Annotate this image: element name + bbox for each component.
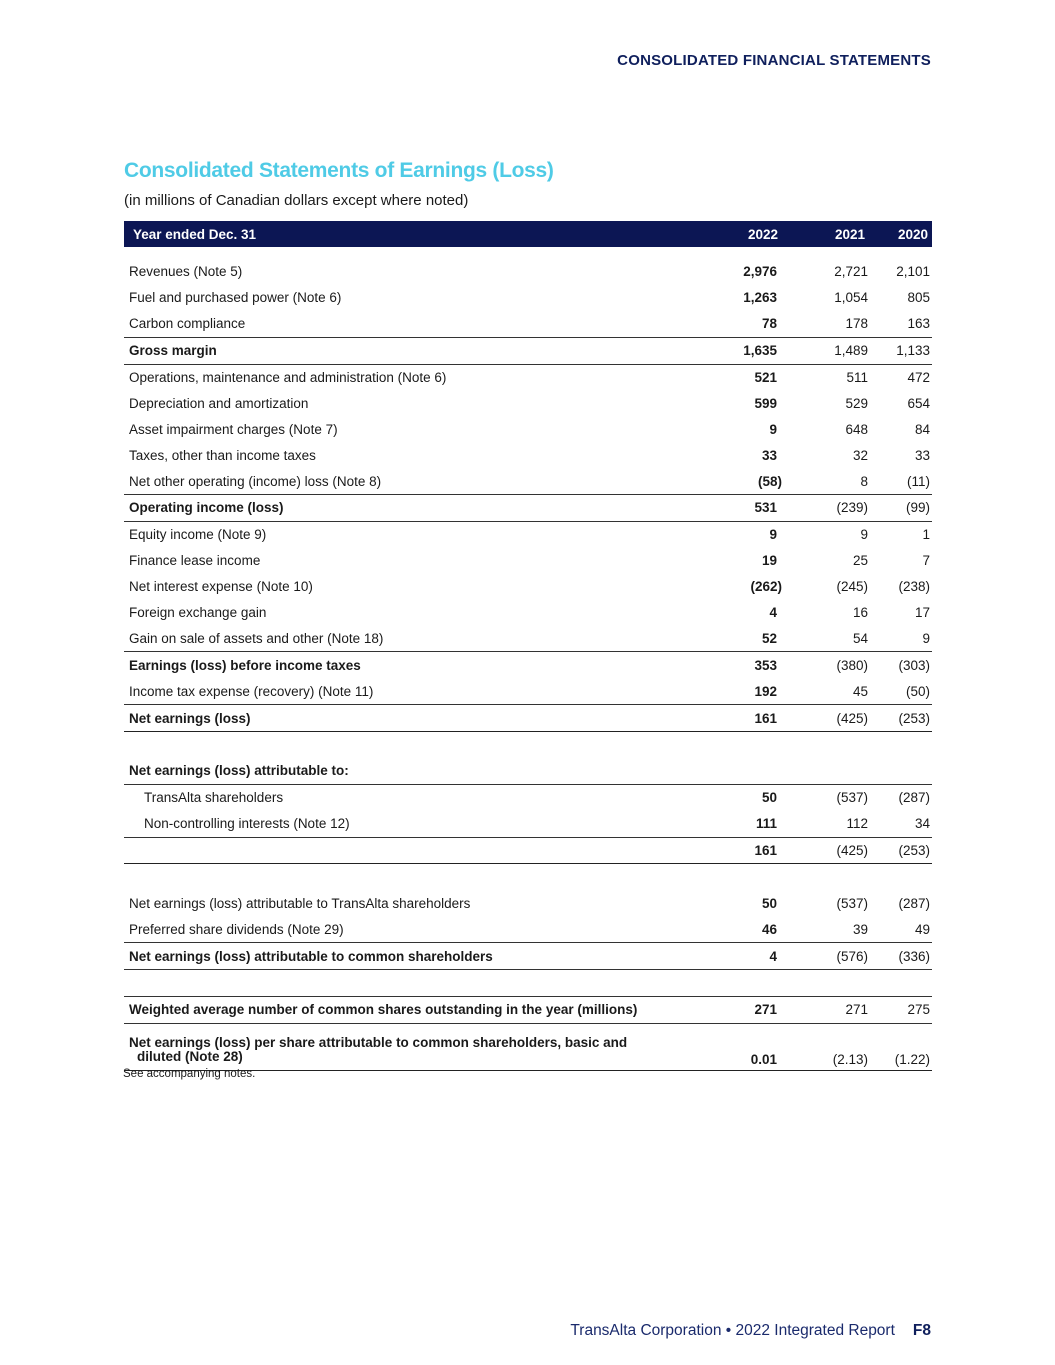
value-2021: (537) bbox=[836, 790, 868, 806]
table-row bbox=[124, 442, 932, 468]
value-2021: 271 bbox=[782, 996, 869, 1023]
value-2021: 32 bbox=[852, 447, 868, 463]
value-2022: 599 bbox=[754, 395, 777, 411]
value-2021: 112 bbox=[782, 811, 869, 837]
value-2021: (576) bbox=[782, 943, 869, 970]
value-2020: 49 bbox=[869, 916, 932, 942]
table-row bbox=[124, 548, 932, 574]
value-2022: 1,635 bbox=[722, 337, 782, 364]
row-label: Income tax expense (recovery) (Note 11) bbox=[124, 678, 722, 704]
value-2021: 45 bbox=[782, 678, 869, 704]
row-label: Gross margin bbox=[124, 337, 722, 364]
value-2020: 805 bbox=[907, 290, 930, 306]
value-2021: 54 bbox=[782, 625, 869, 651]
value-2020: (238) bbox=[898, 579, 930, 595]
value-2022: 19 bbox=[761, 553, 777, 569]
section-heading-row bbox=[124, 758, 932, 784]
footnote: See accompanying notes. bbox=[123, 1068, 256, 1080]
value-2020: (99) bbox=[869, 495, 932, 522]
value-2021: 16 bbox=[852, 605, 868, 621]
value-2020: (11) bbox=[869, 468, 932, 494]
row-label: Carbon compliance bbox=[124, 311, 722, 337]
table-row bbox=[124, 600, 932, 626]
value-2020: (303) bbox=[898, 657, 930, 673]
table-row bbox=[124, 390, 932, 416]
row-label: Net earnings (loss) bbox=[124, 705, 722, 732]
row-label: Earnings (loss) before income taxes bbox=[129, 657, 361, 673]
table-row bbox=[124, 890, 932, 916]
value-2022: 0.01 bbox=[722, 1023, 782, 1070]
table-row bbox=[124, 811, 932, 837]
value-2020: 654 bbox=[907, 395, 930, 411]
column-header-2020: 2020 bbox=[897, 226, 928, 242]
value-2021: (245) bbox=[836, 579, 868, 595]
value-2021: (239) bbox=[782, 495, 869, 522]
row-label bbox=[124, 1023, 722, 1070]
value-2021: (2.13) bbox=[782, 1023, 869, 1070]
row-label: Taxes, other than income taxes bbox=[129, 447, 316, 463]
table-row bbox=[124, 625, 932, 651]
value-2021: 25 bbox=[852, 553, 868, 569]
table-row bbox=[124, 468, 932, 494]
row-label: Net earnings (loss) attributable to common shareholders bbox=[124, 943, 722, 970]
table-row bbox=[124, 521, 932, 547]
value-2021: 8 bbox=[782, 468, 869, 494]
value-2020: (50) bbox=[869, 678, 932, 704]
value-2022: 52 bbox=[722, 625, 782, 651]
table-row bbox=[124, 574, 932, 600]
value-2020: 17 bbox=[914, 605, 930, 621]
value-2021: (537) bbox=[836, 895, 868, 911]
earnings-table bbox=[124, 221, 932, 1071]
value-2022: 2,976 bbox=[743, 264, 777, 280]
row-label: Preferred share dividends (Note 29) bbox=[124, 916, 722, 942]
value-2020: 163 bbox=[869, 311, 932, 337]
table-row bbox=[124, 1023, 932, 1070]
total-row bbox=[124, 943, 932, 970]
subtotal-row bbox=[124, 337, 932, 364]
value-2020: 34 bbox=[869, 811, 932, 837]
value-2021: 648 bbox=[845, 421, 868, 437]
value-2020: 9 bbox=[869, 625, 932, 651]
page-number: F8 bbox=[912, 1322, 931, 1339]
statement-subtitle: (in millions of Canadian dollars except where noted) bbox=[124, 192, 469, 209]
value-2020: 7 bbox=[922, 553, 930, 569]
column-header-label: Year ended Dec. 31 bbox=[133, 226, 257, 242]
value-2022: 46 bbox=[722, 916, 782, 942]
value-2021: 39 bbox=[782, 916, 869, 942]
row-label: Weighted average number of common shares outstanding in the year (millions) bbox=[124, 996, 722, 1023]
value-2020: (1.22) bbox=[869, 1023, 932, 1070]
value-2020: (287) bbox=[898, 895, 930, 911]
value-2021: 1,489 bbox=[782, 337, 869, 364]
value-2020: 275 bbox=[869, 996, 932, 1023]
footer-text: TransAlta Corporation • 2022 Integrated Report bbox=[570, 1322, 895, 1339]
row-label bbox=[124, 837, 722, 864]
row-label: Foreign exchange gain bbox=[129, 605, 267, 621]
row-label: Net earnings (loss) attributable to: bbox=[124, 758, 722, 784]
table-row bbox=[124, 996, 932, 1023]
value-2022: 78 bbox=[722, 311, 782, 337]
row-label: Equity income (Note 9) bbox=[129, 527, 267, 543]
value-2021: 9 bbox=[860, 527, 868, 543]
subtotal-row bbox=[124, 652, 932, 678]
value-2021: 2,721 bbox=[834, 264, 868, 280]
value-2021: (425) bbox=[782, 837, 869, 864]
table-row bbox=[124, 416, 932, 442]
section-header: CONSOLIDATED FINANCIAL STATEMENTS bbox=[617, 52, 931, 69]
value-2020: (253) bbox=[869, 705, 932, 732]
column-header-2022: 2022 bbox=[747, 226, 778, 242]
value-2020: 1,133 bbox=[869, 337, 932, 364]
row-label: Asset impairment charges (Note 7) bbox=[129, 421, 338, 437]
row-label-line1: Net earnings (loss) per share attributable to common shareholders, basic and bbox=[129, 1034, 628, 1050]
value-2021: (425) bbox=[782, 705, 869, 732]
value-2020: 1 bbox=[922, 527, 930, 543]
value-2022: (262) bbox=[750, 579, 782, 595]
value-2021: 529 bbox=[845, 395, 868, 411]
value-2021: 178 bbox=[782, 311, 869, 337]
table-row bbox=[124, 311, 932, 337]
value-2020: (336) bbox=[869, 943, 932, 970]
value-2020: 472 bbox=[907, 370, 930, 385]
row-label: Operating income (loss) bbox=[124, 495, 722, 522]
value-2022: 33 bbox=[761, 447, 777, 463]
row-label: Operations, maintenance and administration (Note 6) bbox=[129, 370, 447, 385]
row-label: Net other operating (income) loss (Note 8) bbox=[124, 468, 722, 494]
value-2022: 4 bbox=[769, 605, 777, 621]
table-row bbox=[124, 784, 932, 810]
value-2021: 511 bbox=[846, 370, 868, 385]
column-header-2021: 2021 bbox=[834, 226, 865, 242]
row-label: Gain on sale of assets and other (Note 18) bbox=[124, 625, 722, 651]
row-label-line2: diluted (Note 28) bbox=[137, 1048, 243, 1064]
row-label: Depreciation and amortization bbox=[129, 395, 309, 411]
table-header bbox=[124, 221, 932, 247]
table-row bbox=[124, 916, 932, 942]
value-2020: (287) bbox=[898, 790, 930, 806]
value-2021: 1,054 bbox=[834, 290, 868, 306]
value-2022: 9 bbox=[769, 421, 777, 437]
value-2022: 161 bbox=[722, 705, 782, 732]
value-2022: 4 bbox=[722, 943, 782, 970]
value-2022: 1,263 bbox=[743, 290, 777, 306]
value-2022: 9 bbox=[769, 527, 777, 543]
row-label: TransAlta shareholders bbox=[144, 790, 284, 806]
row-label: Revenues (Note 5) bbox=[129, 264, 243, 280]
value-2022: 192 bbox=[722, 678, 782, 704]
value-2022: 353 bbox=[754, 657, 777, 673]
row-label: Fuel and purchased power (Note 6) bbox=[129, 290, 342, 306]
value-2022: 50 bbox=[761, 790, 777, 806]
total-row bbox=[124, 837, 932, 864]
row-label: Non-controlling interests (Note 12) bbox=[124, 811, 722, 837]
value-2020: (253) bbox=[869, 837, 932, 864]
value-2020: 33 bbox=[914, 447, 930, 463]
page-footer bbox=[570, 1322, 931, 1340]
table-row bbox=[124, 259, 932, 285]
value-2021: (380) bbox=[836, 657, 868, 673]
table-row bbox=[124, 678, 932, 704]
table-row bbox=[124, 285, 932, 311]
statement-title: Consolidated Statements of Earnings (Loss) bbox=[124, 159, 554, 182]
row-label: Finance lease income bbox=[129, 553, 261, 569]
value-2022: 531 bbox=[722, 495, 782, 522]
subtotal-row bbox=[124, 495, 932, 522]
value-2022: 50 bbox=[761, 895, 777, 911]
value-2022: (58) bbox=[722, 468, 782, 494]
value-2020: 84 bbox=[914, 421, 930, 437]
table-row bbox=[124, 364, 932, 390]
value-2020: 2,101 bbox=[896, 264, 930, 280]
value-2022: 111 bbox=[722, 811, 782, 837]
row-label: Net earnings (loss) attributable to TransAlta shareholders bbox=[129, 895, 471, 911]
total-row bbox=[124, 705, 932, 732]
row-label: Net interest expense (Note 10) bbox=[129, 579, 313, 595]
value-2022: 271 bbox=[722, 996, 782, 1023]
value-2022: 521 bbox=[754, 370, 777, 385]
value-2022: 161 bbox=[722, 837, 782, 864]
